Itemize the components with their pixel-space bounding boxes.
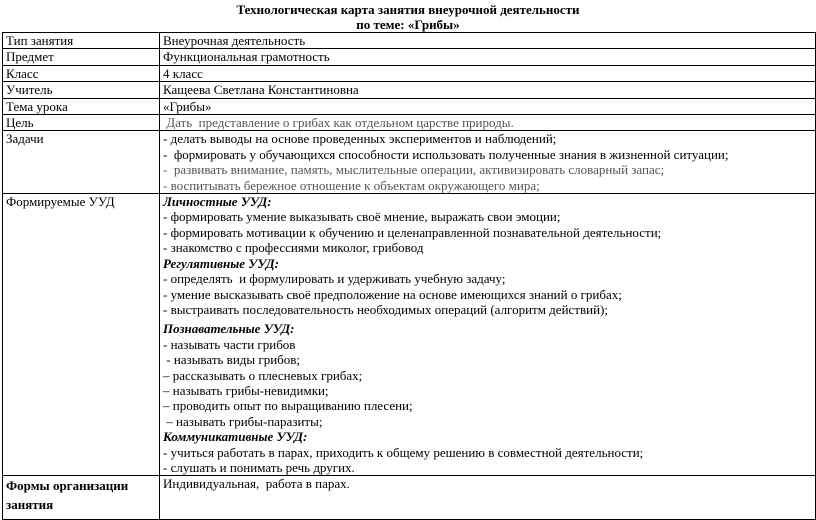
uud-personal-heading: Личностные УУД:: [163, 194, 272, 210]
row-value-subject: Функциональная грамотность: [160, 49, 816, 65]
table-row: [3, 131, 816, 194]
task-item: - развивать внимание, память, мыслительные операции, активизировать словарный запас;: [163, 162, 665, 178]
list-item: - учиться работать в парах, приходить к общему решению в совместной деятельности;: [163, 444, 644, 460]
uud-communicative-heading: Коммуникативные УУД:: [163, 429, 308, 445]
table-row: [3, 476, 816, 520]
row-value-goal: Дать представление о грибах как отдельном царстве природы.: [160, 115, 816, 131]
document-title-line2: по теме: «Грибы»: [356, 17, 460, 32]
document-title-line1: Технологическая карта занятия внеурочной деятельности: [236, 2, 580, 17]
forms-label-line1: Формы организации: [6, 478, 129, 494]
table-row: [3, 82, 816, 98]
table-row: [3, 98, 816, 114]
table-row: [3, 33, 816, 49]
list-item: - выстраивать последовательность необходимых операций (алгоритм действий);: [163, 301, 608, 317]
uud-cognitive-heading: Познавательные УУД:: [163, 321, 295, 337]
list-item: - умение высказывать своё предположение на основе имеющихся знаний о грибах;: [163, 286, 622, 302]
list-item: - называть части грибов: [163, 336, 296, 352]
task-item: - делать выводы на основе проведенных экспериментов и наблюдений;: [163, 131, 557, 147]
row-value-type: Внеурочная деятельность: [160, 33, 816, 49]
list-item: - слушать и понимать речь других.: [163, 459, 355, 475]
row-value-grade: 4 класс: [160, 65, 816, 81]
row-value-forms: Индивидуальная, работа в парах.: [160, 476, 816, 520]
row-label-subject: Предмет: [3, 49, 160, 65]
uud-regulative-heading: Регулятивные УУД:: [163, 255, 280, 271]
list-item: – называть грибы-невидимки;: [163, 382, 329, 398]
lesson-plan-table: [2, 32, 816, 520]
row-label-goal: Цель: [3, 115, 160, 131]
list-item: – проводить опыт по выращиванию плесени;: [163, 398, 413, 414]
row-label-tasks: Задачи: [3, 131, 160, 194]
row-label-uud: Формируемые УУД: [3, 194, 160, 476]
task-item: - воспитывать бережное отношение к объектам окружающего мира;: [163, 177, 540, 193]
list-item: - формировать мотивации к обучению и целенаправленной познавательной деятельности;: [163, 224, 662, 240]
row-label-grade: Класс: [3, 65, 160, 81]
list-item: - знакомство с профессиями миколог, грибовод: [163, 240, 424, 256]
row-value-topic: «Грибы»: [160, 98, 816, 114]
table-row: [3, 49, 816, 65]
task-item: - формировать у обучающихся способности использовать полученные знания в жизненной ситуации;: [163, 146, 729, 162]
row-label-teacher: Учитель: [3, 82, 160, 98]
row-label-type: Тип занятия: [3, 33, 160, 49]
row-value-uud: [160, 194, 816, 476]
table-row: [3, 194, 816, 476]
row-value-teacher: Кащеева Светлана Константиновна: [160, 82, 816, 98]
list-item: - называть виды грибов;: [163, 352, 301, 368]
table-row: [3, 115, 816, 131]
row-label-topic: Тема урока: [3, 98, 160, 114]
row-label-forms: [3, 476, 160, 520]
row-value-tasks: [160, 131, 816, 194]
list-item: - формировать умение выказывать своё мнение, выражать свои эмоции;: [163, 209, 561, 225]
table-row: [3, 65, 816, 81]
list-item: – рассказывать о плесневых грибах;: [163, 367, 363, 383]
forms-label-line2: занятия: [6, 497, 54, 513]
list-item: – называть грибы-паразиты;: [163, 413, 323, 429]
list-item: - определять и формулировать и удерживать учебную задачу;: [163, 271, 506, 287]
